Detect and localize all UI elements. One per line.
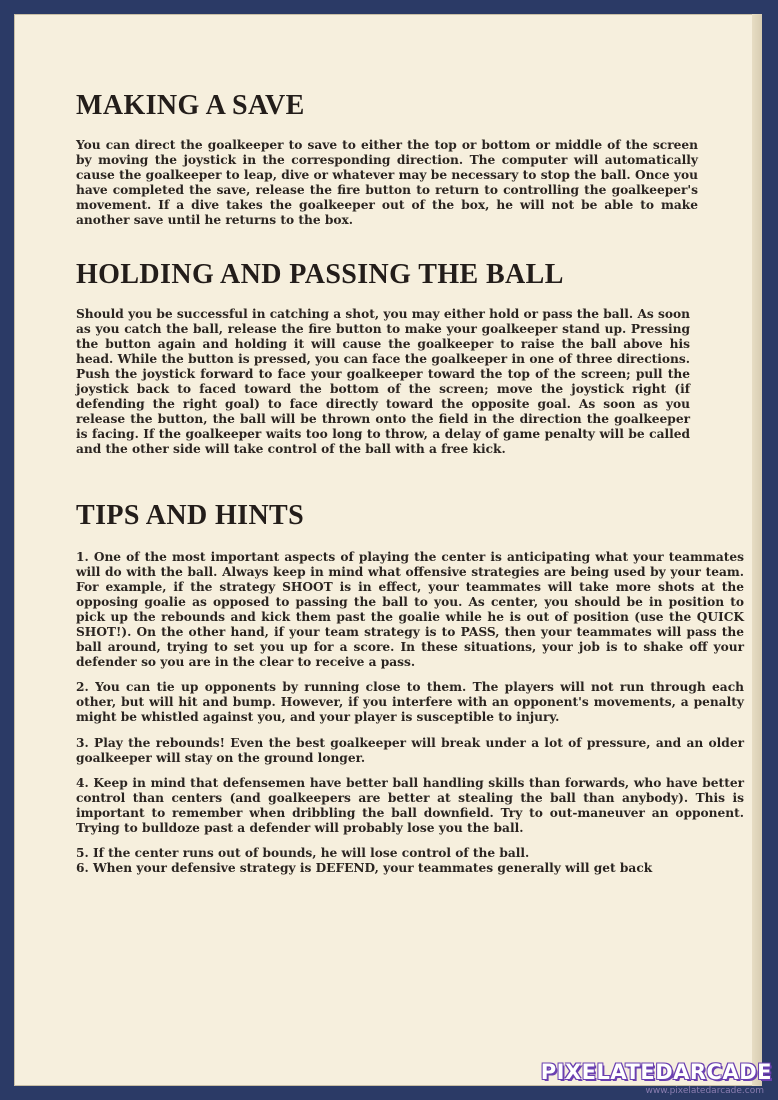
paragraph-holding-and-passing: Should you be successful in catching a shot, you may either hold or pass the ball. As soon as you catch the ball, release the fire button to make your goalkeeper stand up. Pressing the button again and holding it will cause the goalkeeper to raise the ball above his head. While the button is pressed, you can face the goalkeeper in one of three directions. Push the joystick forward to face your goalkeeper toward the top of the screen; pull the joystick back to faced toward the bottom of the screen; move the joystick right (if defending the right goal) to face directly toward the opposite goal. As soon as you release the button, the ball will be thrown onto the field in the direction the goalkeeper is facing. If the goalkeeper waits too long to throw, a delay of game penalty will be called and the other side will take control of the ball with a free kick. [76,306,690,457]
tip-3: 3. Play the rebounds! Even the best goalkeeper will break under a lot of pressure, and an older goalkeeper will stay on the ground longer. [76,735,744,765]
section-making-a-save [76,90,744,229]
section-title-making-a-save: MAKING A SAVE [76,90,305,121]
watermark-logo: PIXELATEDARCADE [540,1060,772,1084]
tip-1: 1. One of the most important aspects of playing the center is anticipating what your teammates will do with the ball. Always keep in mind what offensive strategies are being used by your team. For example, if the strategy SHOOT is in effect, your teammates will take more shots at the opposing goalie as opposed to passing the ball to you. As center, you should be in position to pick up the rebounds and kick them past the goalie while he is out of position (use the QUICK SHOT!). On the other hand, if your team strategy is to PASS, then your teammates will pass the ball around, trying to set you up for a score. In these situations, your job is to shake off your defender so you are in the clear to receive a pass. [76,549,744,670]
manual-page [14,14,762,1086]
page-content [76,90,744,876]
tip-4: 4. Keep in mind that defensemen have better ball handling skills than forwards, who have better control than centers (and goalkeepers are better at stealing the ball than anybody). This is important to remember when dribbling the ball downfield. Try to out-maneuver an opponent. Trying to bulldoze past a defender will probably lose you the ball. [76,775,744,835]
paragraph-making-a-save: You can direct the goalkeeper to save to either the top or bottom or middle of the screen by moving the joystick in the corresponding direction. The computer will automatically cause the goalkeeper to leap, dive or whatever may be necessary to stop the ball. Once you have completed the save, release the fire button to return to controlling the goalkeeper's movement. If a dive takes the goalkeeper out of the box, he will not be able to make another save until he returns to the box. [76,138,698,228]
watermark-url: www.pixelatedarcade.com [645,1086,764,1096]
tip-5: 5. If the center runs out of bounds, he will lose control of the ball. [76,846,530,861]
section-title-holding-and-passing: HOLDING AND PASSING THE BALL [76,258,564,290]
page-edge [752,14,762,1086]
section-tips-and-hints [76,500,744,877]
section-holding-and-passing [76,259,744,458]
section-title-tips-and-hints: TIPS AND HINTS [76,499,305,531]
tip-6: 6. When your defensive strategy is DEFEND, your teammates generally will get back [76,861,653,876]
tip-2: 2. You can tie up opponents by running close to them. The players will not run through each other, but will hit and bump. However, if you interfere with an opponent's movements, a penalty might be whistled against you, and your player is susceptible to injury. [76,680,744,725]
